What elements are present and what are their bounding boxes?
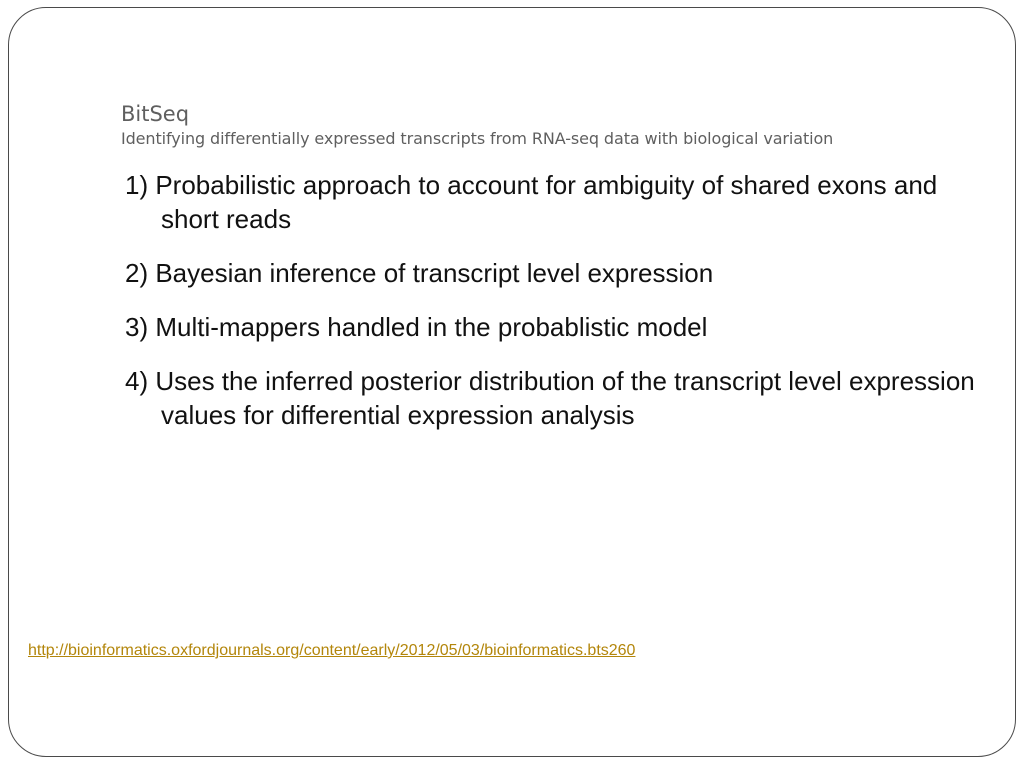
reference-link[interactable]: http://bioinformatics.oxfordjournals.org/content/early/2012/05/03/bioinformatics.bts260 — [28, 642, 636, 659]
title-block — [121, 100, 1001, 150]
slide-title: BitSeq — [121, 102, 190, 126]
list-item-1: 1) Probabilistic approach to account for ambiguity of shared exons and short reads — [125, 170, 938, 234]
list-item-4: 4) Uses the inferred posterior distribution of the transcript level expression values for differential expression analysis — [125, 366, 975, 430]
bullet-list — [125, 168, 995, 452]
list-item-3: 3) Multi-mappers handled in the probablistic model — [125, 312, 708, 342]
slide-subtitle: Identifying differentially expressed transcripts from RNA-seq data with biological variation — [121, 129, 834, 148]
list-item-2: 2) Bayesian inference of transcript level expression — [125, 258, 714, 288]
